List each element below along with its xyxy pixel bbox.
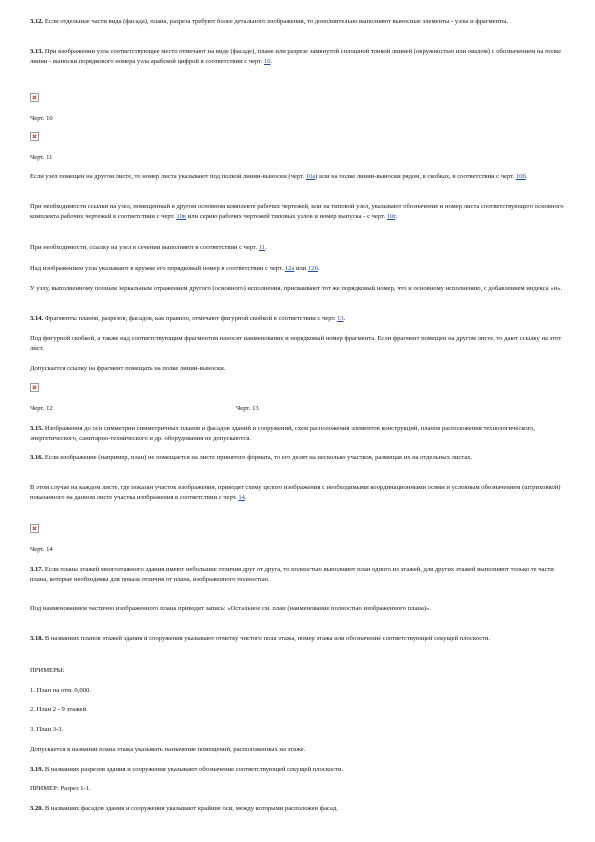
paragraph-3-17 <box>30 565 570 584</box>
paragraph-text: Если отдельные части вида (фасада), плана, разреза требуют более детального изображения, то дополнительно выполняют выносные элементы - узлы и фрагменты. <box>43 18 509 25</box>
drawing-caption-13: Черт. 13 <box>236 405 259 412</box>
drawing-caption-12: Черт. 12 <box>30 405 53 412</box>
link-drawing-10b[interactable]: 10б <box>515 173 526 180</box>
clause-number: 3.12. <box>30 18 44 25</box>
paragraph-3-20 <box>30 804 570 814</box>
paragraph-fragment-allowed: Допускается ссылку на фрагмент помещать на полке линии-выноски. <box>30 365 226 372</box>
paragraph-fragment-brace: Под фигурной скобкой, а также над соответствующим фрагментом наносят наименование и порядковый номер фрагмента. Если фрагмент помещен на другом листе, то дают ссылку на этот лист. <box>30 335 562 352</box>
paragraph-text: или <box>294 265 308 272</box>
link-drawing-13[interactable]: 13 <box>337 315 344 322</box>
example-cut: ПРИМЕР: Разрез 1-1. <box>30 785 91 792</box>
punctuation: . <box>317 265 320 272</box>
link-drawing-11[interactable]: 11 <box>258 244 266 251</box>
paragraph-room-purpose: Допускается в названии плана этажа указывать назначение помещений, расположенных на этаже. <box>30 746 306 753</box>
paragraph-text: В названиях фасадов здания и сооружения указывают крайние оси, между которыми расположен фасад. <box>43 805 338 812</box>
link-drawing-10g[interactable]: 10г <box>386 212 396 220</box>
paragraph-partial-plan: Под наименованием частично изображенного плана приводят запись: «Остальное см. план (наименование полностью изображенного плана)». <box>30 605 432 612</box>
paragraph-text: В названиях разрезов здания и сооружения указывают обозначение соответствующей секущей плоскости. <box>43 766 344 773</box>
broken-image-icon <box>30 132 39 141</box>
paragraph-text: При необходимости ссылки на узел, помещенный в другом основном комплекте рабочих чертежей, или на типовой узел, указывают обозначение и номер листа соответствующего основного комплекта рабочих чертежей в соответствии с черт. <box>30 203 564 220</box>
paragraph-node-image <box>30 264 570 274</box>
broken-image-icon <box>30 524 39 533</box>
broken-image-icon <box>30 383 39 392</box>
paragraph-text: В этом случае на каждом листе, где показан участок изображения, приводят схему целого изображения с необходимыми координационными осями и условным обозначением (штриховкой) показанного на данном листе участка изображения в соответствии с черт. <box>30 484 561 501</box>
paragraph-3-18 <box>30 634 570 644</box>
clause-number: 3.13. <box>30 48 44 55</box>
drawing-caption-11: Черт. 11 <box>30 154 53 161</box>
paragraph-text: ) или на полке линии-выноски рядом, в скобках, в соответствии с черт. <box>315 173 516 180</box>
paragraph-text: Если изображение (например, план) не помещается на листе принятого формата, то его делят на несколько участков, размещая их на отдельных листах. <box>43 454 473 461</box>
paragraph-text: В названиях планов этажей здания и сооружения указывают отметку чистого пола этажа, номер этажа или обозначение соответствующей секущей плоскости. <box>43 635 491 642</box>
punctuation: . <box>525 173 528 180</box>
examples-label: ПРИМЕРЫ: <box>30 667 65 674</box>
paragraph-text: При необходимости, ссылку на узел в сечении выполняют в соответствии с черт. <box>30 244 259 251</box>
clause-number: 3.15. <box>30 425 44 432</box>
example-item-1: 1. План на отм. 0,000. <box>30 687 91 694</box>
paragraph-parts <box>30 483 570 502</box>
link-drawing-10[interactable]: 10 <box>263 57 271 65</box>
punctuation: . <box>270 57 273 65</box>
punctuation: . <box>244 493 247 501</box>
paragraph-text: Если планы этажей многоэтажного здания имеют небольшие отличия друг от друга, то полностью выполняют план одного из этажей, для других этажей выполняют только те части плана, которые необходимы для показа отличия от плана, изображенного полностью. <box>30 566 554 583</box>
clause-number: 3.20. <box>30 805 44 812</box>
paragraph-3-19 <box>30 765 570 775</box>
paragraph-3-14 <box>30 314 570 324</box>
paragraph-text: или серию рабочих чертежей типовых узлов и номер выпуска - с черт. <box>186 212 387 220</box>
paragraph-text: Над изображением узла указывают в кружке его порядковый номер в соответствии с черт. <box>30 265 285 272</box>
paragraph-3-16 <box>30 453 570 463</box>
link-drawing-14[interactable]: 14 <box>238 493 245 501</box>
paragraph-text: Фрагменты планов, разрезов, фасадов, как правило, отмечают фигурной скобкой в соответствии с черт. <box>43 315 338 322</box>
punctuation: . <box>265 244 267 251</box>
link-drawing-10v[interactable]: 10в <box>176 212 187 220</box>
drawing-caption-14: Черт. 14 <box>30 546 53 553</box>
clause-number: 3.17. <box>30 566 44 573</box>
link-drawing-10a[interactable]: 10а <box>305 173 316 180</box>
paragraph-node-mirror: У узлу, выполненному полным зеркальным отражением другого (основного) исполнения, присваивают тот же порядковый номер, что и основному исполнению, с добавлением индекса «н». <box>30 285 563 292</box>
paragraph-3-12 <box>30 17 570 27</box>
paragraph-text: Изображения до оси симметрии симметричных планов и фасадов зданий и сооружений, схем расположения элементов конструкций, планов расположения технологического, энергетического, санитарно-технического и др. оборудования не допускаются. <box>30 425 536 442</box>
clause-number: 3.16. <box>30 454 44 461</box>
paragraph-3-15 <box>30 424 570 443</box>
punctuation: . <box>395 212 397 220</box>
paragraph-node-other-sheet <box>30 172 570 182</box>
paragraph-node-reference <box>30 202 570 221</box>
example-item-3: 3. План 3-3. <box>30 726 64 733</box>
paragraph-3-13 <box>30 47 570 66</box>
clause-number: 3.19. <box>30 766 44 773</box>
clause-number: 3.18. <box>30 635 44 642</box>
example-item-2: 2. План 2 - 9 этажей. <box>30 706 88 713</box>
link-drawing-12b[interactable]: 12б <box>308 265 318 272</box>
clause-number: 3.14. <box>30 315 44 322</box>
paragraph-text: При изображении узла соответствующее место отмечают на виде (фасаде), плане или разрезе замкнутой сплошной тонкой линией (окружностью или овалом) с обозначением на полке линии - выноски порядкового номера узла арабской цифрой в соответствии с черт. <box>30 48 562 65</box>
paragraph-text: Если узел помещен на другом листе, то номер листа указывают под полкой линии-выноски (черт. <box>30 173 306 180</box>
link-drawing-12a[interactable]: 12а <box>284 265 295 272</box>
broken-image-icon <box>30 93 39 102</box>
drawing-caption-10: Черт. 10 <box>30 115 53 122</box>
paragraph-node-section <box>30 243 570 253</box>
punctuation: . <box>343 315 346 322</box>
